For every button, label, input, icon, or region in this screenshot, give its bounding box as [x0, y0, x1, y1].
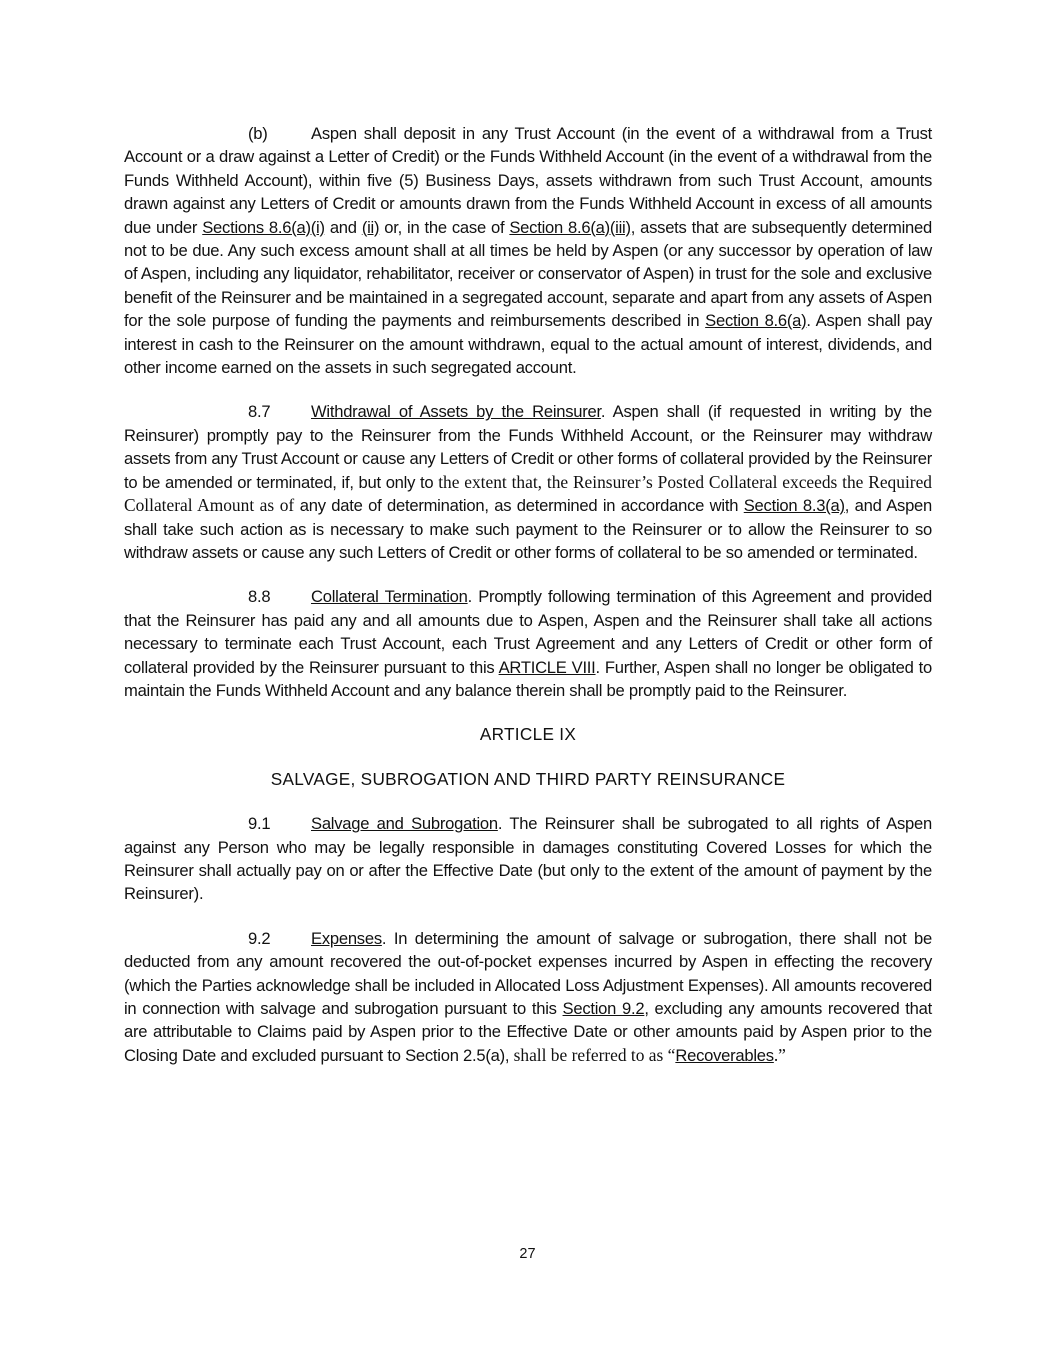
paragraph-number: 9.2: [248, 928, 271, 948]
defined-term: Recoverables: [675, 1045, 774, 1065]
cross-reference-link[interactable]: Section 8.3(a): [743, 496, 845, 516]
article-subtitle: SALVAGE, SUBROGATION AND THIRD PARTY REINSURANCE: [270, 768, 786, 789]
cross-reference-link[interactable]: (ii): [361, 217, 380, 237]
section-title: Salvage and Subrogation: [311, 814, 498, 834]
paragraph-number: 9.1: [248, 814, 271, 834]
paragraph-number: 8.8: [248, 587, 271, 607]
section-title: Expenses: [311, 928, 382, 948]
section-title: Collateral Termination: [311, 587, 468, 607]
paragraph-8-8: 8.8 Collateral Termination. Promptly following termination of this Agreement and provided that the Reinsurer has paid any and all amounts due to Aspen, Aspen and the Reinsurer shall take all actions necessary to terminate each Trust Account, each Trust Agreement and any Letters of Credit or other form of collateral provided by the Reinsurer pursuant to this ARTICLE VIII. Further, Aspen shall no longer be obligated to maintain the Funds Withheld Account and any balance therein shall be promptly paid to the Reinsurer.: [124, 587, 932, 700]
document-page: [124, 122, 932, 1088]
cross-reference-link[interactable]: Section 9.2: [562, 999, 645, 1018]
cross-reference-link[interactable]: Section 8.6(a)(iii): [509, 217, 631, 237]
paragraph-number: 8.7: [248, 402, 271, 422]
paragraph-9-1: 9.1 Salvage and Subrogation. The Reinsurer shall be subrogated to all rights of Aspen against any Person who may be legally responsible in damages constituting Covered Losses for which the Reinsurer shall actually pay on or after the Effective Date (but only to the extent of the amount of payment by the Reinsurer).: [124, 814, 932, 904]
paragraph-9-2: 9.2 Expenses. In determining the amount of salvage or subrogation, there shall not be deducted from any amount recovered the out-of-pocket expenses incurred by Aspen in effecting the recovery (which the Parties acknowledge shall be included in Allocated Loss Adjustment Expenses). All amounts recovered in connection with salvage and subrogation pursuant to this Section 9.2, excluding any amounts recovered that are attributable to Claims paid by Aspen prior to the Effective Date or other amounts paid by Aspen prior to the Closing Date and excluded pursuant to Section 2.5(a), shall be referred to as “Recoverables.”: [124, 928, 932, 1065]
cross-reference-link[interactable]: ARTICLE VIII: [498, 657, 596, 677]
paragraph-number: (b): [248, 124, 268, 143]
cross-reference-link[interactable]: Sections 8.6(a)(i): [202, 217, 325, 237]
cross-reference-link[interactable]: Section 8.6(a): [705, 311, 807, 331]
section-title: Withdrawal of Assets by the Reinsurer: [311, 402, 601, 422]
paragraph-8-7: 8.7 Withdrawal of Assets by the Reinsurer. Aspen shall (if requested in writing by the Reinsurer) promptly pay to the Reinsurer from the Funds Withheld Account, or the Reinsurer may withdraw assets from any Trust Account or cause any Letters of Credit or other forms of collateral provided by the Reinsurer to be amended or terminated, if, but only to the extent that, the Reinsurer’s Posted Collateral exceeds the Required Collateral Amount as of any date of determination, as determined in accordance with Section 8.3(a), and Aspen shall take such action as is necessary to make such payment to the Reinsurer or to allow the Reinsurer to so withdraw assets or cause any such Letters of Credit or other forms of collateral to be so amended or terminated.: [124, 402, 933, 562]
paragraph-8-6-b: (b) Aspen shall deposit in any Trust Account (in the event of a withdrawal from a Trust Account or a draw against a Letter of Credit) or the Funds Withheld Account (in the event of a withdrawal from the Funds Withheld Account), within five (5) Business Days, assets withdrawn from such Trust Account, amounts drawn against any Letters of Credit or amounts drawn from the Funds Withheld Account in excess of all amounts due under Sections 8.6(a)(i) and (ii) or, in the case of Section 8.6(a)(iii), assets that are subsequently determined not to be due. Any such excess amount shall at all times be held by Aspen (or any successor by operation of law of Aspen, including any liquidator, rehabilitator, receiver or conservator of Aspen) in trust for the sole and exclusive benefit of the Reinsurer and be maintained in a segregated account, separate and apart from any assets of Aspen for the sole purpose of funding the payments and reimbursements described in Section 8.6(a). Aspen shall pay interest in cash to the Reinsurer on the amount withdrawn, equal to the actual amount of interest, dividends, and other income earned on the assets in such segregated account.: [124, 124, 932, 378]
article-title: ARTICLE IX: [479, 724, 577, 745]
page-number: 27: [519, 1246, 536, 1262]
